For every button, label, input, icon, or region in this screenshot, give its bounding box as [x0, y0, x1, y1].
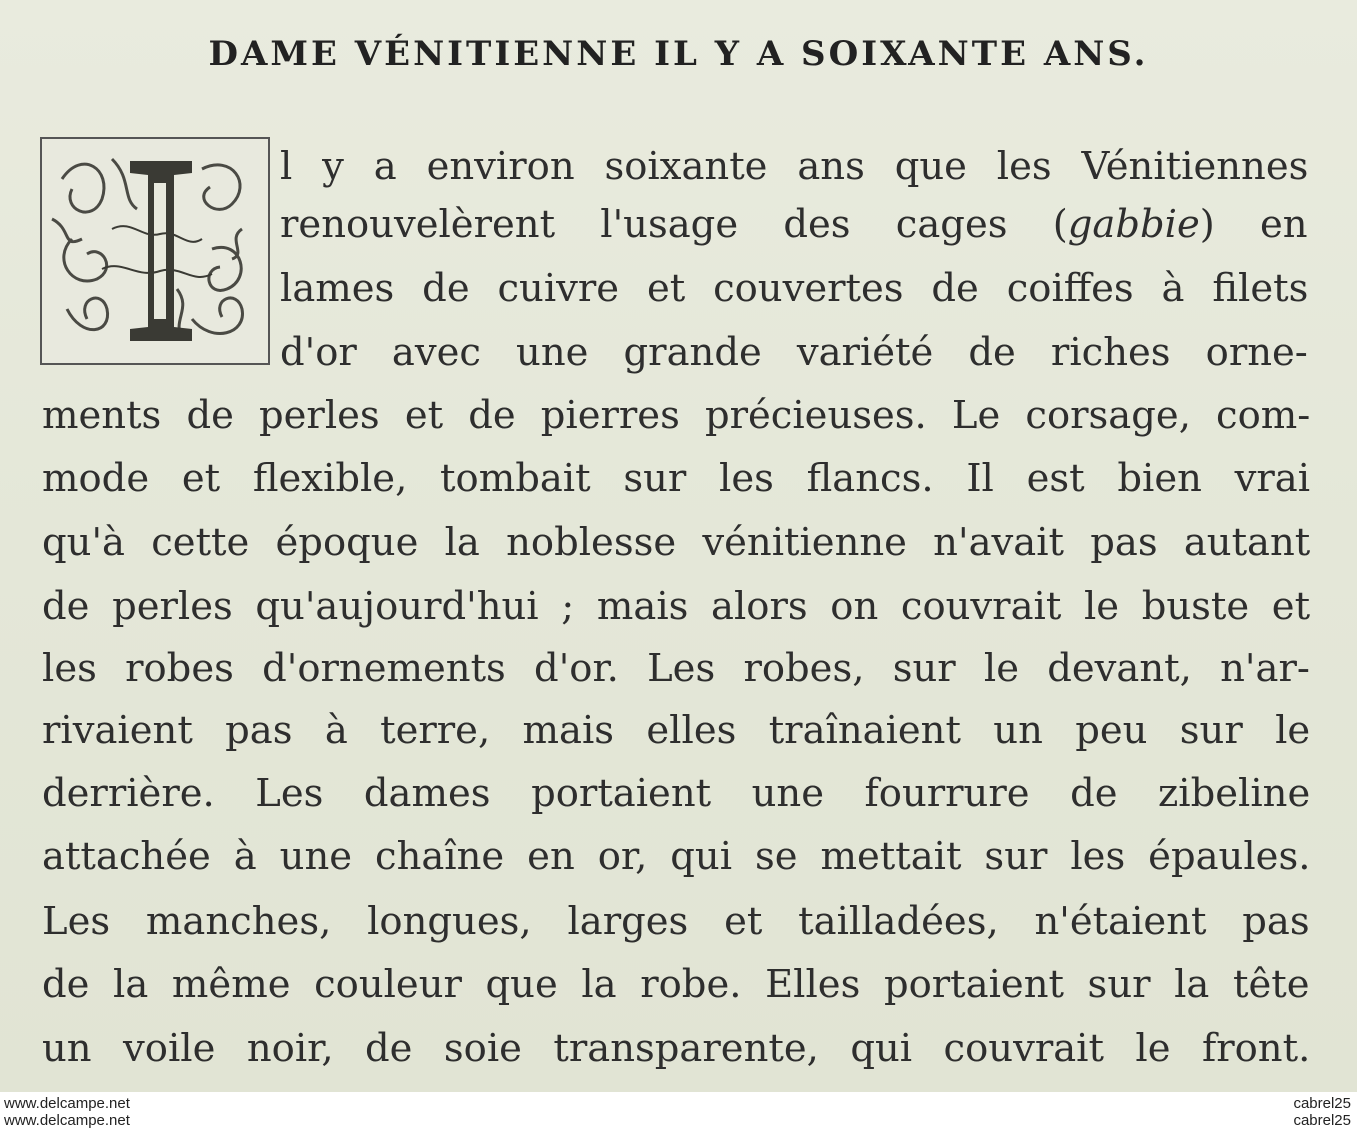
- text-line-7-content: qu'à cette époque la noblesse vénitienne n'avait pas autant: [42, 520, 1311, 565]
- ornamental-dropcap: [40, 137, 270, 365]
- text-line-4-content: d'or avec une grande variété de riches orne-: [280, 330, 1308, 375]
- text-line-10: [42, 708, 1311, 753]
- watermark-left-line-2: www.delcampe.net: [4, 1112, 130, 1129]
- text-line-13-content: Les manches, longues, larges et tailladées, n'étaient pas: [42, 899, 1310, 944]
- watermark-bar: [0, 1092, 1357, 1132]
- text-line-8: [42, 584, 1311, 629]
- text-line-2-part-a: renouvelèrent l'usage des cages (: [280, 202, 1068, 247]
- text-line-5: [42, 393, 1311, 438]
- text-line-3: [280, 266, 1309, 311]
- text-line-9-content: les robes d'ornements d'or. Les robes, sur le devant, n'ar-: [42, 646, 1310, 691]
- text-line-12-content: attachée à une chaîne en or, qui se mettait sur les épaules.: [42, 834, 1311, 879]
- text-line-12: [42, 834, 1311, 879]
- text-line-4: [280, 330, 1308, 375]
- text-line-11-content: derrière. Les dames portaient une fourrure de zibeline: [42, 771, 1311, 816]
- text-line-2: [280, 202, 1308, 247]
- text-line-1: [280, 144, 1309, 189]
- text-line-6: [42, 456, 1311, 501]
- text-line-15-content: un voile noir, de soie transparente, qui couvrait le front.: [42, 1026, 1311, 1071]
- ornament-icon: [42, 139, 268, 363]
- text-line-2-italic: gabbie: [1067, 202, 1200, 247]
- watermark-left-line-1: www.delcampe.net: [4, 1095, 130, 1112]
- text-line-14-content: de la même couleur que la robe. Elles portaient sur la tête: [42, 962, 1310, 1007]
- text-line-10-content: rivaient pas à terre, mais elles traînaient un peu sur le: [42, 708, 1311, 753]
- text-line-5-content: ments de perles et de pierres précieuses. Le corsage, com-: [42, 393, 1311, 438]
- watermark-left: [4, 1095, 130, 1129]
- text-line-13: [42, 899, 1310, 944]
- text-line-15: [42, 1026, 1311, 1071]
- text-line-6-content: mode et flexible, tombait sur les flancs. Il est bien vrai: [42, 456, 1311, 501]
- watermark-right-line-2: cabrel25: [1293, 1112, 1351, 1129]
- text-line-11: [42, 771, 1311, 816]
- watermark-right-line-1: cabrel25: [1293, 1095, 1351, 1112]
- page-title: DAME VÉNITIENNE IL Y A SOIXANTE ANS.: [208, 34, 1149, 74]
- text-line-8-content: de perles qu'aujourd'hui ; mais alors on couvrait le buste et: [42, 584, 1311, 629]
- text-line-3-content: lames de cuivre et couvertes de coiffes à filets: [280, 266, 1309, 311]
- watermark-right: [1293, 1095, 1351, 1129]
- text-line-2-part-b: ) en: [1199, 202, 1308, 247]
- text-line-9: [42, 646, 1310, 691]
- text-line-14: [42, 962, 1310, 1007]
- text-line-7: [42, 520, 1311, 565]
- text-line-1-content: l y a environ soixante ans que les Vénitiennes: [280, 144, 1309, 189]
